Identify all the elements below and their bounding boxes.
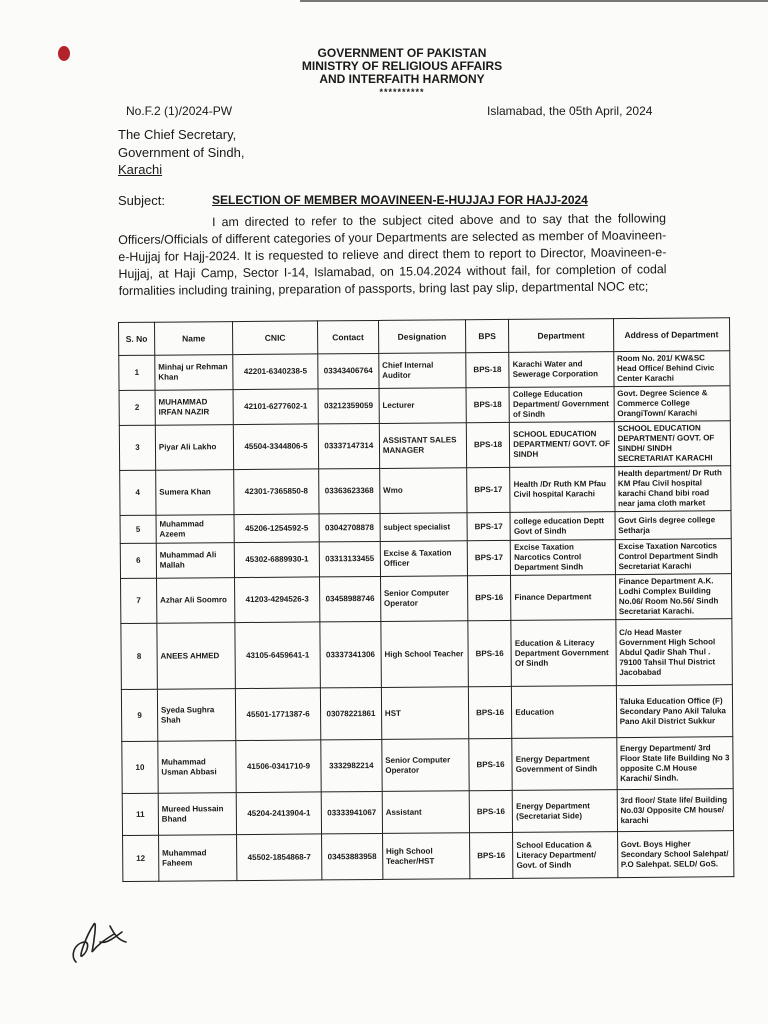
- table-cell: Muhammad Faheem: [158, 835, 237, 882]
- table-cell: ASSISTANT SALES MANAGER: [379, 423, 466, 469]
- column-header: S. No: [119, 322, 155, 355]
- table-cell: Muhammad Azeem: [156, 515, 234, 544]
- table-cell: Senior Computer Operator: [380, 576, 467, 622]
- table-cell: BPS-16: [469, 790, 513, 832]
- table-cell: 3332982214: [321, 739, 382, 791]
- signature-mark: [64, 912, 136, 970]
- table-cell: Excise Taxation Narcotics Control Department Sindh Secretariat Karachi: [615, 539, 732, 575]
- table-cell: MUHAMMAD IRFAN NAZIR: [155, 390, 234, 426]
- table-cell: 5: [120, 515, 156, 543]
- table-cell: 03212359059: [318, 388, 379, 423]
- table-cell: 41506-0341710-9: [236, 740, 321, 793]
- table-row: [122, 737, 733, 794]
- table-cell: 42301-7365850-8: [234, 469, 319, 515]
- column-header: CNIC: [233, 321, 318, 355]
- table-row: [119, 386, 730, 426]
- table-cell: 03333941067: [321, 791, 382, 833]
- table-cell: Mureed Hussain Bhand: [158, 793, 237, 836]
- table-cell: Sumera Khan: [156, 470, 235, 516]
- table-cell: Education & Literacy Department Government Of Sindh: [511, 620, 616, 687]
- table-cell: 4: [120, 470, 156, 515]
- addressee-line-2: Government of Sindh,: [118, 145, 245, 160]
- table-body: [119, 351, 734, 882]
- table-cell: 45504-3344806-5: [233, 424, 318, 470]
- reference-number: No.F.2 (1)/2024-PW: [126, 104, 233, 118]
- table-cell: 11: [122, 793, 158, 835]
- table-cell: 03313133455: [319, 541, 380, 576]
- table-row: [121, 574, 732, 624]
- top-edge-line: [300, 0, 768, 2]
- table-cell: Wmo: [379, 468, 466, 514]
- header-ministry: MINISTRY OF RELIGIOUS AFFAIRS: [301, 59, 503, 73]
- table-cell: Azhar Ali Soomro: [156, 578, 235, 624]
- table-cell: 03343406764: [318, 353, 379, 388]
- table-cell: Muhammad Ali Mallah: [156, 543, 235, 579]
- table-cell: 03042708878: [319, 513, 380, 541]
- table-cell: 8: [121, 623, 157, 689]
- table-row: [123, 831, 734, 882]
- table-cell: 2: [119, 390, 155, 425]
- table-cell: Excise Taxation Narcotics Control Department Sindh: [510, 540, 615, 576]
- table-cell: BPS-16: [467, 575, 511, 620]
- table-cell: Finance Department A.K. Lodhi Complex Building No.06/ Room No.56/ Sindh Secretariat Karachi.: [615, 574, 732, 620]
- table-cell: 12: [123, 835, 159, 881]
- table-cell: 45302-6889930-1: [234, 542, 319, 578]
- table-row: [120, 466, 731, 516]
- table-cell: Energy Department/ 3rd Floor State life Building No 3 opposite C.M House Karachi/ Sindh.: [616, 737, 733, 790]
- header-government: GOVERNMENT OF PAKISTAN: [317, 46, 487, 60]
- table-cell: Govt. Boys Higher Secondary School Salehpat/ P.O Salehpat. SELD/ GoS.: [617, 831, 734, 878]
- table-cell: subject specialist: [380, 513, 467, 542]
- table-cell: BPS-18: [466, 352, 510, 387]
- table-cell: High School Teacher/HST: [382, 833, 469, 880]
- table-cell: Energy Department Government of Sindh: [512, 738, 617, 791]
- table-cell: Govt Girls degree college Setharja: [615, 511, 732, 540]
- header-stars: **********: [379, 87, 425, 97]
- table-cell: BPS-17: [467, 540, 511, 575]
- table-row: [120, 539, 731, 579]
- table-cell: C/o Head Master Government High School Abdul Qadir Shah Thul . 79100 Tahsil Thul District Jacobabad: [615, 619, 732, 686]
- table-cell: BPS-16: [469, 832, 513, 878]
- table-cell: ANEES AHMED: [157, 623, 236, 690]
- table-cell: Chief Internal Auditor: [379, 353, 466, 389]
- table-cell: 45204-2413904-1: [236, 792, 321, 835]
- body-paragraph: I am directed to refer to the subject cited above and to say that the following Officers/Officials of different categories of your Departments are selected as member of Moavineen-e-Hujjaj for Hajj-2024. It is requested to relieve and direct them to report to Director, Moavineen-e-Hujjaj, at Haji Camp, Sector I-14, Islamabad, on 15.04.2024 without fail, for completion of codal formalities including training, preparation of passports, bring last pay slip, departmental NOC etc;: [118, 211, 667, 298]
- subject-text: SELECTION OF MEMBER MOAVINEEN-E-HUJJAJ FOR HAJJ-2024: [212, 193, 588, 207]
- subject-label: Subject:: [118, 193, 165, 208]
- table-cell: High School Teacher: [381, 621, 468, 688]
- table-cell: 41203-4294526-3: [235, 577, 320, 623]
- table-cell: 03458988746: [319, 576, 380, 621]
- table-cell: Excise & Taxation Officer: [380, 541, 467, 577]
- column-header: Department: [509, 319, 614, 353]
- table-cell: 03363623368: [319, 468, 380, 513]
- table-cell: 3: [119, 425, 155, 470]
- table-cell: Finance Department: [511, 575, 616, 621]
- table-row: [122, 789, 733, 836]
- table-row: [119, 421, 730, 471]
- table-cell: 1: [119, 355, 155, 390]
- table-cell: SCHOOL EDUCATION DEPARTMENT/ GOVT. OF SINDH: [510, 422, 615, 468]
- table-cell: HST: [381, 687, 468, 740]
- table-cell: 45501-1771387-6: [236, 688, 321, 741]
- table-cell: Syeda Sughra Shah: [157, 689, 236, 742]
- table-cell: Health /Dr Ruth KM Pfau Civil hospital Karachi: [510, 467, 615, 513]
- table-cell: 45502-1854868-7: [237, 834, 322, 881]
- table-cell: Room No. 201/ KW&SC Head Office/ Behind Civic Center Karachi: [613, 351, 730, 387]
- addressee-line-3: Karachi: [118, 162, 163, 177]
- table-row: [121, 685, 732, 742]
- table-cell: Minhaj ur Rehman Khan: [155, 355, 234, 391]
- table-cell: Energy Department (Secretariat Side): [512, 790, 617, 833]
- table-cell: 03337341306: [320, 621, 381, 687]
- table-cell: 03078221861: [320, 687, 381, 739]
- table-cell: 45206-1254592-5: [234, 514, 319, 543]
- table-cell: 03453883958: [321, 833, 382, 879]
- table-row: [121, 619, 732, 690]
- table-cell: 43105-6459641-1: [235, 622, 320, 689]
- table-cell: 9: [121, 689, 157, 741]
- column-header: BPS: [465, 319, 509, 352]
- table-cell: BPS-17: [467, 512, 511, 540]
- table-cell: BPS-16: [468, 620, 512, 686]
- table-cell: 3rd floor/ State life/ Building No.03/ Opposite CM house/ karachi: [617, 789, 734, 832]
- table-cell: Govt. Degree Science & Commerce College OrangiTown/ Karachi: [614, 386, 731, 422]
- table-row: [119, 351, 730, 391]
- table-cell: 03337147314: [318, 423, 379, 468]
- table-header-row: [119, 318, 730, 356]
- table-cell: 7: [121, 578, 157, 623]
- table-cell: School Education & Literacy Department/ Govt. of Sindh: [513, 832, 618, 879]
- officers-table: [118, 317, 734, 882]
- table-cell: BPS-17: [466, 467, 510, 512]
- table-cell: Karachi Water and Sewerage Corporation: [509, 352, 614, 388]
- table-cell: College Education Department/ Government of Sindh: [509, 387, 614, 423]
- table-cell: Piyar Ali Lakho: [155, 425, 234, 471]
- table-cell: Taluka Education Office (F) Secondary Pano Akil Taluka Pano Akil District Sukkur: [616, 685, 733, 738]
- table-cell: BPS-18: [466, 387, 510, 422]
- table-cell: Senior Computer Operator: [382, 739, 469, 792]
- addressee-line-1: The Chief Secretary,: [118, 127, 237, 142]
- header-interfaith: AND INTERFAITH HARMONY: [319, 72, 485, 86]
- table-cell: Muhammad Usman Abbasi: [158, 741, 237, 794]
- letter-date: Islamabad, the 05th April, 2024: [487, 104, 653, 118]
- table-cell: Health department/ Dr Ruth KM Pfau Civil hospital karachi Chand bibi road near jama cloth market: [614, 466, 731, 512]
- column-header: Address of Department: [613, 318, 730, 352]
- table-cell: Assistant: [382, 791, 469, 834]
- table-cell: 42201-6340238-5: [233, 354, 318, 390]
- table-cell: Education: [512, 686, 617, 739]
- column-header: Designation: [378, 320, 465, 354]
- table-cell: 42101-6277602-1: [233, 389, 318, 425]
- officers-table-wrapper: [118, 317, 734, 882]
- table-cell: BPS-18: [466, 422, 510, 467]
- table-cell: 10: [122, 741, 158, 793]
- table-cell: Lecturer: [379, 388, 466, 424]
- table-cell: 6: [120, 543, 156, 578]
- table-cell: SCHOOL EDUCATION DEPARTMENT/ GOVT. OF SINDH/ SINDH SECRETARIAT KARACHI: [614, 421, 731, 467]
- table-cell: BPS-16: [468, 686, 512, 738]
- table-cell: college education Deptt Govt of Sindh: [510, 512, 615, 541]
- column-header: Name: [154, 322, 233, 356]
- table-cell: BPS-16: [469, 738, 513, 790]
- column-header: Contact: [317, 320, 378, 353]
